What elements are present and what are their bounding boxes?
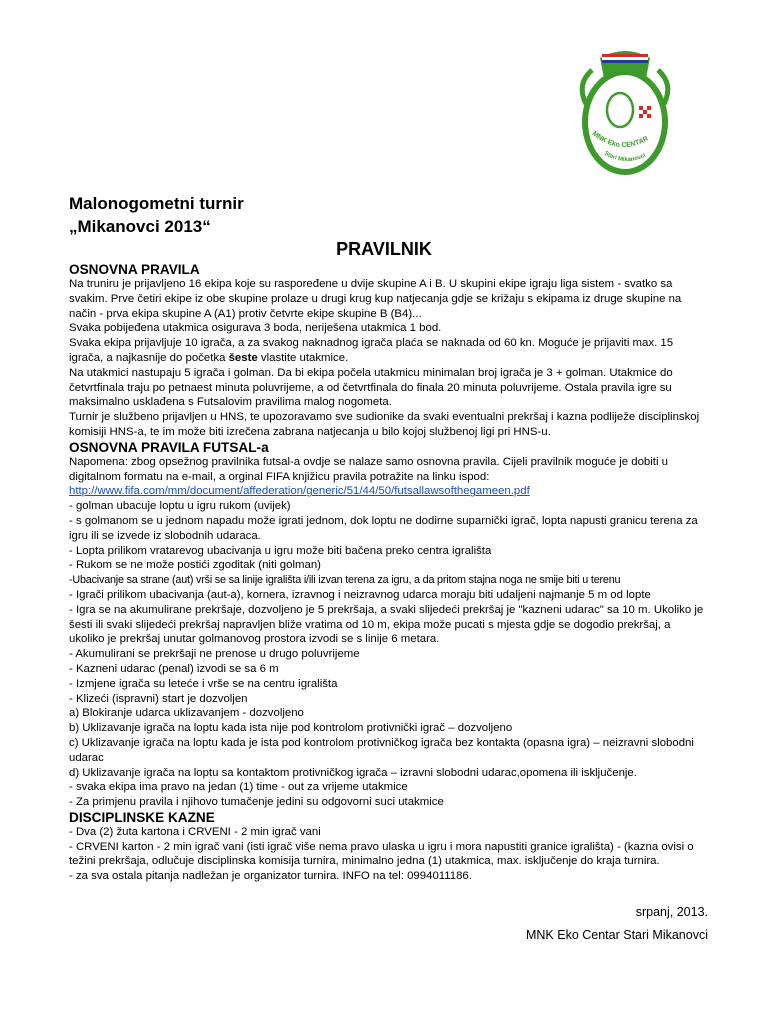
paragraph: Svaka pobijeđena utakmica osigurava 3 boda, neriješena utakmica 1 bod. <box>69 322 442 335</box>
rule-item: d) Uklizavanje igrača na loptu sa kontaktom protivničkog igrača – izravni slobodni udarac,opomena ili isključenje. <box>69 766 637 779</box>
section-heading-basic: OSNOVNA PRAVILA <box>69 262 200 277</box>
rule-item: - Izmjene igrača su leteće i vrše se na centru igrališta <box>69 677 338 690</box>
rule-item: - Akumulirani se prekršaji ne prenose u drugo poluvrijeme <box>69 648 360 661</box>
rule-item: - golman ubacuje loptu u igru rukom (uvijek) <box>69 500 291 513</box>
text: vlastite utakmice. <box>260 351 349 364</box>
rule-item: - CRVENI karton - 2 min igrač vani (isti igrač više nema pravo ulaska u igru i mora napustiti granice igrališta) - (kazna ovisi o težini prekršaja, odlučuje disciplinska komisija turnira, minimalno jedna (1) utakmica, max. isključenje do kraja turnira. <box>69 840 694 868</box>
club-logo <box>572 38 678 176</box>
rule-item: - Kazneni udarac (penal) izvodi se sa 6 m <box>69 662 279 675</box>
svg-text:MNK Eko CENTAR <box>591 130 650 149</box>
rule-item: - Igrači prilikom ubacivanja (aut-a), kornera, izravnog i neizravnog udarca moraju biti udaljeni najmanje 5 m od lopte <box>69 588 651 601</box>
paragraph <box>69 336 709 366</box>
link-line <box>69 484 709 499</box>
emphasis: šeste <box>228 351 258 364</box>
section-heading-futsal: OSNOVNA PRAVILA FUTSAL-a <box>69 439 269 455</box>
rule-item: a) Blokiranje udarca uklizavanjem - dozvoljeno <box>69 707 304 720</box>
tournament-title: Malonogometni turnir <box>69 194 244 213</box>
section-heading-discipline: DISCIPLINSKE KAZNE <box>69 809 215 825</box>
text: Svaka ekipa prijavljuje 10 igrača, a za svakog naknadnog igrača plaća se naknada od 60 kn. Moguće je prijaviti max. 15 igrača, a najkasnije do početka <box>69 337 674 364</box>
paragraph: Na utakmici nastupaju 5 igrača i golman. Da bi ekipa počela utakmicu minimalan broj igrača je 3 + golman. Utakmice do četvrtfinala traju po petnaest minuta poluvrijeme, a od četvrtfinala do finala 20 minuta poluvrijeme. Ostala pravila igre su maksimalno usklađena s Futsalovim pravilima malog nogometa. <box>69 366 673 409</box>
rule-item: - Lopta prilikom vratarevog ubacivanja u igru može biti bačena preko centra igrališta <box>69 544 492 557</box>
rule-item: - Rukom se ne može postići zgoditak (niti golman) <box>69 559 321 572</box>
rules-document <box>69 262 709 884</box>
tournament-subtitle: „Mikanovci 2013“ <box>69 217 211 236</box>
rule-item: - Dva (2) žuta kartona i CRVENI - 2 min igrač vani <box>69 825 321 838</box>
rule-item: - svaka ekipa ima pravo na jedan (1) time - out za vrijeme utakmice <box>69 781 408 794</box>
paragraph: Turnir je službeno prijavljen u HNS, te upozoravamo sve sudionike da svaki eventualni prekršaj i kazna podliježe disciplinskoj komisiji HNS-a, te im može biti izrečena zabrana natjecanja u bilo kojoj službenoj ligi pri HNS-u. <box>69 411 700 438</box>
logo-text-bottom: Stari Mikanovci <box>603 150 647 164</box>
paragraph: Na truniru je prijavljeno 16 ekipa koje su raspoređene u dvije skupine A i B. U skupini ekipe igraju liga sistem - svatko sa svakim. Prve četiri ekipe iz obe skupine prolaze u drugi krug kup natjecanja gdje se križaju s ekipama iz druge skupine na način - prva ekipa skupine A (A1) protiv četvrte ekipe skupine B (B4)... <box>69 278 682 320</box>
rule-item: - za sva ostala pitanja nadležan je organizator turnira. INFO na tel: 0994011186. <box>69 870 472 883</box>
rule-item: - s golmanom se u jednom napadu može igrati jednom, dok loptu ne dodirne suparnički igrač, lopta napusti granicu terena za igru ili se izvede iz slobodnih udaraca. <box>69 514 698 542</box>
fifa-rules-link[interactable]: http://www.fifa.com/mm/document/affederation/generic/51/44/50/futsallawsofthegameen.pdf <box>69 485 530 498</box>
rule-item: c) Uklizavanje igrača na loptu kada je ista pod kontrolom protivničkog igrača bez kontakta (opasna igra) – neizravni slobodni udarac <box>69 736 694 764</box>
document-date: srpanj, 2013. <box>635 905 708 919</box>
rule-item: -Ubacivanje sa strane (aut) vrši se sa linije igrališta i/ili izvan terena za igru, a da pritom stajna noga ne smije biti u terenu <box>69 574 621 587</box>
rule-item: b) Uklizavanje igrača na loptu kada ista nije pod kontrolom protivnički igrač – dozvoljeno <box>69 722 513 735</box>
rule-item: - Za primjenu pravila i njihovo tumačenje jedini su odgovorni suci utakmice <box>69 796 444 809</box>
rule-item: - Igra se na akumulirane prekršaje, dozvoljeno je 5 prekršaja, a svaki slijedeći prekršaj je "kazneni udarac" sa 10 m. Ukoliko je šesti ili svaki slijedeći prekršaj napravljen bliže vratima od 10 m, ekipa može pucati s mjesta gdje se dogodio prekršaj, a ukoliko je prekršaj unutar golmanovog prostora izvodi se s linije 6 metara. <box>69 603 704 646</box>
svg-text:Stari Mikanovci <box>603 151 647 164</box>
organizer-signature: MNK Eko Centar Stari Mikanovci <box>525 928 708 942</box>
logo-text-top: MNK Eko CENTAR <box>590 130 650 150</box>
main-heading: PRAVILNIK <box>336 239 432 259</box>
rule-item: - Klizeći (ispravni) start je dozvoljen <box>69 692 248 705</box>
note: Napomena: zbog opsežnog pravilnika futsal-a ovdje se nalaze samo osnovna pravila. Cijeli pravilnik moguće je dobiti u digitalnom formatu na e-mail, a orginal FIFA knjižicu pravila potražite na linku ispod: <box>69 455 668 483</box>
